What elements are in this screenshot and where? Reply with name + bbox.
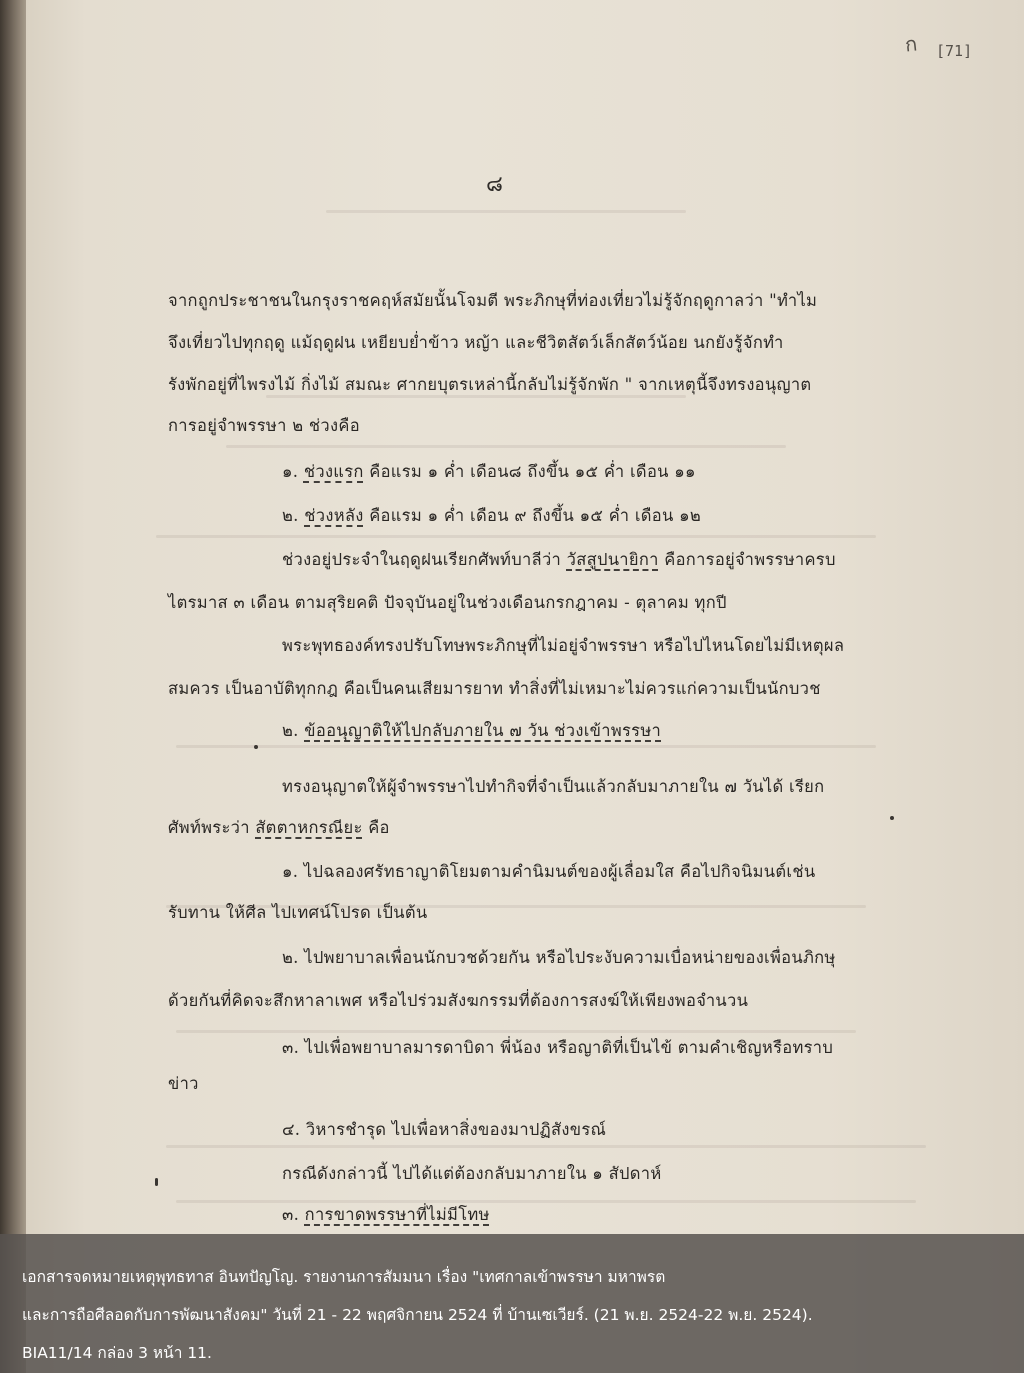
- list-item-continuation: ด้วยกันที่คิดจะสึกหาลาเพศ หรือไปร่วมสังฆกรรมที่ต้องการสงฆ์ให้เพียงพอจำนวน: [168, 991, 749, 1010]
- section-heading: [282, 1202, 490, 1228]
- bleed-through: [176, 745, 876, 748]
- paragraph-line: จึงเที่ยวไปทุกฤดู แม้ฤดูฝน เหยียบย่ำข้าว หญ้า และชีวิตสัตว์เล็กสัตว์น้อย นกยังรู้จักทำ: [168, 333, 784, 352]
- paragraph-line: พระพุทธองค์ทรงปรับโทษพระภิกษุที่ไม่อยู่จำพรรษา หรือไปไหนโดยไม่มีเหตุผล: [282, 636, 845, 655]
- handwritten-reference: [71]: [936, 42, 973, 60]
- list-number: ๑.: [282, 462, 299, 481]
- paragraph-line: การอยู่จำพรรษา ๒ ช่วงคือ: [168, 416, 360, 435]
- underlined-term: ช่วงแรก: [303, 462, 364, 481]
- book-binding: [0, 0, 26, 1373]
- list-item-continuation: รับทาน ให้ศีล ไปเทศน์โปรด เป็นต้น: [168, 903, 428, 922]
- list-item: ๒. ไปพยาบาลเพื่อนนักบวชด้วยกัน หรือไประงับความเบื่อหน่ายของเพื่อนภิกษุ: [282, 948, 836, 967]
- section-heading: [282, 718, 661, 744]
- list-item: [282, 459, 696, 485]
- bleed-through: [176, 1030, 856, 1033]
- section-title: การขาดพรรษาที่ไม่มีโทษ: [304, 1205, 490, 1224]
- section-title: ข้ออนุญาติให้ไปกลับภายใน ๗ วัน ช่วงเข้าพรรษา: [304, 721, 662, 740]
- text-run: คือการอยู่จำพรรษาครบ: [658, 550, 836, 569]
- bleed-through: [156, 535, 876, 538]
- paragraph-line: กรณีดังกล่าวนี้ ไปได้แต่ต้องกลับมาภายใน ๑ สัปดาห์: [282, 1164, 662, 1183]
- list-item: ๓. ไปเพื่อพยาบาลมารดาบิดา พี่น้อง หรือญาติที่เป็นไข้ ตามคำเชิญหรือทราบ: [282, 1038, 834, 1057]
- bleed-through: [326, 210, 686, 213]
- list-item: ๑. ไปฉลองศรัทธาญาติโยมตามคำนิมนต์ของผู้เลื่อมใส คือไปกิจนิมนต์เช่น: [282, 862, 816, 881]
- text-run: ช่วงอยู่ประจำในฤดูฝนเรียกศัพท์บาลีว่า: [282, 550, 567, 569]
- handwritten-page-mark: ก: [903, 31, 919, 57]
- list-item-continuation: ข่าว: [168, 1074, 199, 1093]
- underlined-term: สัตตาหกรณียะ: [255, 818, 363, 837]
- underlined-term: ช่วงหลัง: [304, 506, 364, 525]
- caption-line: เอกสารจดหมายเหตุพุทธทาส อินทปัญโญ. รายงานการสัมมนา เรื่อง "เทศกาลเข้าพรรษา มหาพรต: [22, 1268, 666, 1286]
- section-number: ๒.: [282, 721, 299, 740]
- archive-caption: [0, 1234, 1024, 1373]
- paragraph-line: ทรงอนุญาตให้ผู้จำพรรษาไปทำกิจที่จำเป็นแล้วกลับมาภายใน ๗ วันได้ เรียก: [282, 777, 825, 796]
- list-item: ๔. วิหารชำรุด ไปเพื่อหาสิ่งของมาปฏิสังขรณ์: [282, 1120, 607, 1139]
- caption-line: BIA11/14 กล่อง 3 หน้า 11.: [22, 1344, 212, 1362]
- text-run: ศัพท์พระว่า: [168, 818, 256, 837]
- list-item-text: คือแรม ๑ ค่ำ เดือน๘ ถึงขึ้น ๑๕ ค่ำ เดือน ๑๑: [363, 462, 696, 481]
- list-number: ๒.: [282, 506, 299, 525]
- section-number: ๓.: [282, 1205, 300, 1224]
- bleed-through: [226, 445, 786, 448]
- ink-speck: [254, 745, 258, 749]
- paragraph-line: รังพักอยู่ที่ไพรงไม้ กิ่งไม้ สมณะ ศากยบุตรเหล่านี้กลับไม่รู้จักพัก " จากเหตุนี้จึงทรงอนุญาต: [168, 375, 812, 394]
- list-item: [282, 503, 701, 529]
- text-run: คือ: [362, 818, 390, 837]
- paragraph-line: สมควร เป็นอาบัติทุกกฎ คือเป็นคนเสียมารยาท ทำสิ่งที่ไม่เหมาะไม่ควรแก่ความเป็นนักบวช: [168, 679, 821, 698]
- paragraph-line: ไตรมาส ๓ เดือน ตามสุริยคติ ปัจจุบันอยู่ในช่วงเดือนกรกฎาคม - ตุลาคม ทุกปี: [168, 593, 727, 612]
- caption-line: และการถือศีลอดกับการพัฒนาสังคม" วันที่ 21 - 22 พฤศจิกายน 2524 ที่ บ้านเซเวียร์. (21 พ.ย. 2524-22 พ.ย. 2524).: [22, 1306, 813, 1324]
- paragraph-line: [168, 815, 390, 841]
- page-number: ๘: [486, 172, 503, 197]
- underlined-term: วัสสูปนายิกา: [566, 550, 659, 569]
- ink-speck: [155, 1178, 158, 1186]
- paragraph-line: [282, 547, 836, 573]
- bleed-through: [166, 1145, 926, 1148]
- paragraph-line: จากถูกประชาชนในกรุงราชคฤห์สมัยนั้นโจมตี พระภิกษุที่ท่องเที่ยวไม่รู้จักฤดูกาลว่า "ทำไม: [168, 291, 818, 310]
- list-item-text: คือแรม ๑ ค่ำ เดือน ๙ ถึงขึ้น ๑๕ ค่ำ เดือน ๑๒: [363, 506, 702, 525]
- ink-speck: [890, 816, 894, 820]
